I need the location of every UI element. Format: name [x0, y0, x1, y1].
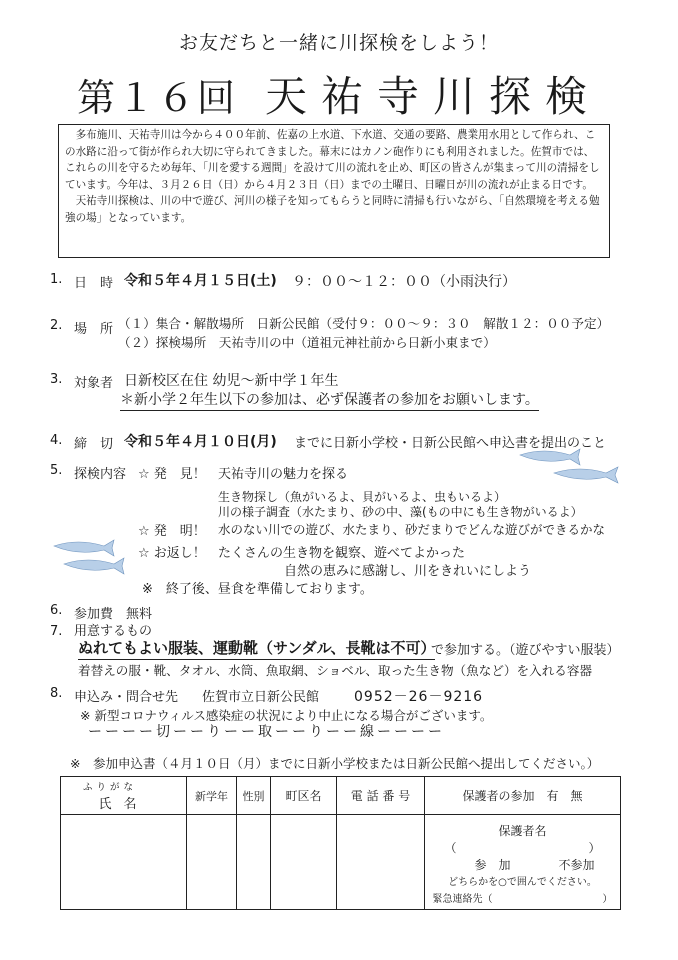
header-grade: 新学年 [187, 777, 237, 815]
deadline-text: までに日新小学校・日新公民館へ申込書を提出のこと [294, 436, 607, 451]
gender-input[interactable] [237, 815, 271, 910]
intro-paragraph-1: 多布施川、天祐寺川は今から４００年前、佐嘉の上水道、下水道、交通の要路、農業用水用として作られ、この水路に沿って街が作られ大切に守られてきました。幕末にはカノン砲作りにも利用されました。佐賀市では、これらの川を守るため毎年、「川を愛する週間」を設けて川の流れを止め、町区の皆さんが集まって川の清掃をしています。今年は、３月２６日（日）から４月２３日（日）までの土曜日、日曜日が川の流れが止まる日です。 [65, 129, 600, 191]
item-7-label: 用意するもの [74, 624, 153, 639]
item-8-number: 8. [50, 686, 63, 701]
content-3-text: たくさんの生き物を観察、遊べてよかった [218, 546, 466, 561]
clothing-requirement: ぬれてもよい服装、運動靴（サンダル、長靴は不可） [78, 637, 435, 660]
fish-icon [520, 449, 580, 465]
header-furigana: ふりがな [83, 782, 138, 793]
event-time: ９：００～１２：００（小雨決行） [292, 274, 516, 290]
venue-line-1: （１）集合・解散場所 日新公民館（受付９：００～９：３０ 解散１２：００予定） [118, 316, 610, 331]
deadline-date: 令和５年４月１０日(月) [124, 434, 277, 450]
phone-input[interactable] [337, 815, 425, 910]
guardian-cell [425, 815, 621, 910]
name-input[interactable] [61, 815, 187, 910]
content-3-sub: 自然の恵みに感謝し、川をきれいにしよう [284, 564, 532, 579]
contact-label: 申込み・問合せ先 [74, 690, 179, 705]
item-5-label: 探検内容 [74, 467, 127, 482]
application-form [60, 776, 621, 910]
form-note: ※ 参加申込書（４月１０日（月）までに日新小学校または日新公民館へ提出してください。） [70, 756, 600, 771]
intro-box [58, 124, 610, 258]
clothing-note: で参加する。（遊びやすい服装） [431, 643, 620, 658]
item-1-number: 1. [50, 272, 63, 287]
content-1-mark: ☆ 発 見！ [138, 467, 206, 482]
header-name: 氏名 [98, 797, 149, 812]
item-3-label: 対象者 [74, 376, 114, 391]
header-gender: 性別 [237, 777, 271, 815]
fish-icon [64, 558, 124, 574]
fee-label: 参加費 無料 [74, 607, 153, 622]
circle-instruction: どちらかを○で囲んでください。 [448, 876, 597, 888]
target-line-1: 日新校区在住 幼児～新中学１年生 [124, 373, 339, 389]
fish-illustration-left [44, 536, 144, 576]
content-2-text: 水のない川での遊び、水たまり、砂だまりでどんな遊びができるかな [218, 522, 606, 537]
town-input[interactable] [271, 815, 337, 910]
header-phone: 電 話 番 号 [337, 777, 425, 815]
item-4-number: 4. [50, 433, 63, 448]
covid-notice: ※ 新型コロナウィルス感染症の状況により中止になる場合がございます。 [80, 708, 493, 723]
contact-phone: 0952－26－9216 [354, 689, 484, 705]
attendance-options[interactable]: 参 加 不参加 [474, 857, 595, 872]
fish-icon [54, 540, 114, 556]
content-1-sub-1: 生き物探し（魚がいるよ、貝がいるよ、虫もいるよ） [218, 490, 507, 504]
emergency-contact-field[interactable]: 緊急連絡先（ ） [432, 893, 613, 905]
content-1-text: 天祐寺川の魅力を探る [218, 467, 349, 482]
content-2-mark: ☆ 発 明！ [138, 524, 206, 539]
item-7-number: 7. [50, 624, 63, 639]
item-2-label: 場 所 [74, 322, 114, 337]
item-2-number: 2. [50, 318, 63, 333]
target-line-2: ＊新小学２年生以下の参加は、必ず保護者の参加をお願いします。 [120, 389, 539, 411]
header-name-cell [61, 777, 187, 815]
cut-line: ーーーー切ーーりーー取ーーりーー線ーーーー [88, 724, 445, 740]
venue-line-2: （２）探検場所 天祐寺川の中（道祖元神社前から日新小東まで） [118, 335, 496, 350]
contact-organization: 佐賀市立日新公民館 [202, 690, 320, 705]
item-1-label: 日 時 [74, 276, 114, 291]
fish-illustration-right [514, 445, 634, 485]
title-prefix: 第１６回 [76, 76, 237, 120]
grade-input[interactable] [187, 815, 237, 910]
event-date: 令和５年４月１５日(土) [124, 273, 277, 289]
item-6-number: 6. [50, 603, 63, 618]
content-1-sub-2: 川の様子調査（水たまり、砂の中、藻(もの中にも生き物がいるよ） [218, 505, 583, 519]
lunch-note: ※ 終了後、昼食を準備しております。 [142, 582, 373, 597]
subtitle: お友だちと一緒に川探検をしよう！ [178, 32, 499, 54]
page-title [0, 64, 678, 124]
title-main: 天祐寺川探検 [265, 72, 602, 121]
intro-paragraph-2: 天祐寺川探検は、川の中で遊び、河川の様子を知ってもらうと同時に清掃も行いながら、「自然環境を考える勉強の場」となっています。 [65, 195, 600, 224]
content-3-mark: ☆ お返し！ [138, 546, 206, 561]
guardian-name-field[interactable]: 保護者名（ ） [444, 823, 601, 855]
item-3-number: 3. [50, 372, 63, 387]
items-to-bring: 着替えの服・靴、タオル、水筒、魚取網、ショベル、取った生き物（魚など）を入れる容器 [78, 663, 593, 678]
header-guardian: 保護者の参加 有 無 [425, 777, 621, 815]
header-town: 町区名 [271, 777, 337, 815]
item-5-number: 5. [50, 463, 63, 478]
item-4-label: 締 切 [74, 437, 114, 452]
fish-icon [554, 467, 618, 483]
